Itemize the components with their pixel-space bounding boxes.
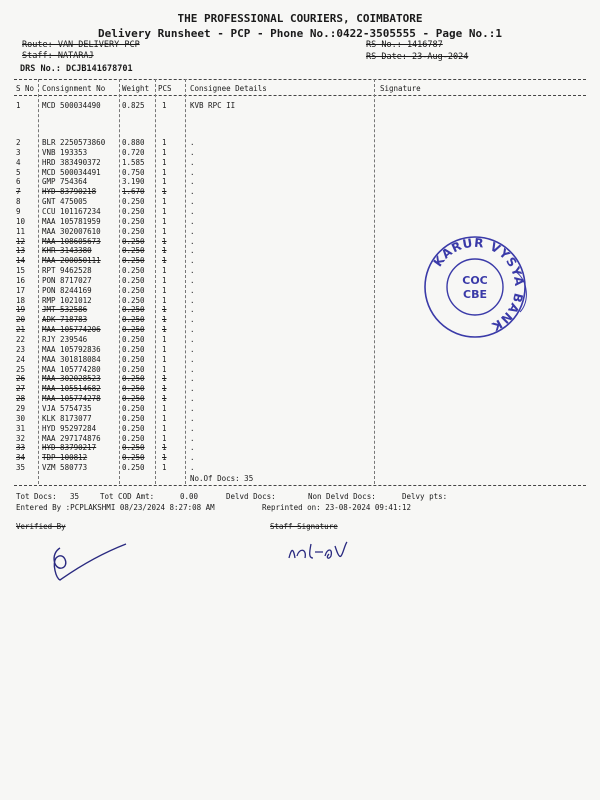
- row-consignment: MAA 200050111: [42, 256, 101, 266]
- row-pcs: 1: [162, 206, 167, 216]
- row-pcs: 1: [162, 394, 167, 404]
- row-consignment: MAA 105514682: [42, 384, 101, 394]
- row-sno: 35: [16, 463, 26, 473]
- row-pcs: 1: [162, 354, 167, 364]
- row-details: .: [190, 403, 195, 413]
- row-details: .: [190, 433, 195, 443]
- row-sno: 24: [16, 354, 26, 364]
- row-details: .: [190, 374, 195, 384]
- row-details: .: [190, 453, 195, 463]
- tot-cod-value: 0.00: [180, 492, 199, 501]
- row-sno: 33: [16, 443, 26, 453]
- row-details: .: [190, 443, 195, 453]
- row-sno: 27: [16, 384, 26, 394]
- row-sno: 30: [16, 413, 26, 423]
- table-bottom-rule: [14, 485, 586, 486]
- row-weight: 0.250: [122, 197, 145, 207]
- row-weight: 0.250: [122, 364, 145, 374]
- row-pcs: 1: [162, 423, 167, 433]
- delvd-docs-label: Delvd Docs:: [226, 492, 276, 501]
- row-details: .: [190, 463, 195, 473]
- col-header-consignment: Consignment No: [42, 84, 106, 93]
- row-pcs: 1: [162, 101, 167, 110]
- row-sno: 23: [16, 344, 26, 354]
- row-consignment: VJA 5754735: [42, 403, 92, 413]
- row-details: .: [190, 197, 195, 207]
- row-weight: 0.250: [122, 394, 145, 404]
- row-pcs: 1: [162, 384, 167, 394]
- row-weight: 0.250: [122, 295, 145, 305]
- row-weight: 0.250: [122, 335, 145, 344]
- row-consignment: MAA 105774278: [42, 394, 101, 404]
- row-pcs: 1: [162, 226, 167, 236]
- row-consignment: ADK 718783: [42, 315, 88, 325]
- row-consignment: MAA 105781959: [42, 216, 101, 226]
- bank-stamp: [420, 232, 530, 342]
- row-weight: 0.250: [122, 236, 145, 246]
- row-sno: 19: [16, 305, 26, 315]
- row-weight: 0.250: [122, 403, 145, 413]
- row-consignment: MAA 302028523: [42, 374, 101, 384]
- row-details: .: [190, 187, 195, 197]
- row-pcs: 1: [162, 325, 167, 335]
- row-pcs: 1: [162, 403, 167, 413]
- row-pcs: 1: [162, 138, 167, 147]
- row-consignment: RJY 239546: [42, 335, 88, 344]
- row-details: .: [190, 295, 195, 305]
- row-details: .: [190, 354, 195, 364]
- row-pcs: 1: [162, 157, 167, 167]
- row-consignment: HYD 83790217: [42, 443, 97, 453]
- row-sno: 1: [16, 101, 21, 110]
- row-details: .: [190, 315, 195, 325]
- row-sno: 31: [16, 423, 26, 433]
- row-weight: 0.250: [122, 344, 145, 354]
- row-sno: 28: [16, 394, 26, 404]
- row-sno: 6: [16, 177, 21, 187]
- row-sno: 9: [16, 206, 21, 216]
- row-pcs: 1: [162, 147, 167, 157]
- row-pcs: 1: [162, 364, 167, 374]
- row-consignment: CCU 101167234: [42, 206, 101, 216]
- row-weight: 0.250: [122, 325, 145, 335]
- row-consignment: MAA 297174876: [42, 433, 101, 443]
- row-weight: 0.250: [122, 275, 145, 285]
- row-details: .: [190, 423, 195, 433]
- row-consignment: KHR 3143380: [42, 246, 92, 256]
- row-details: .: [190, 157, 195, 167]
- row-consignment: MCD 500034490: [42, 101, 101, 110]
- row-details: .: [190, 167, 195, 177]
- row-weight: 0.250: [122, 256, 145, 266]
- row-sno: 29: [16, 403, 26, 413]
- row-pcs: 1: [162, 236, 167, 246]
- row-sno: 32: [16, 433, 26, 443]
- row-consignment: BLR 2250573860: [42, 138, 106, 147]
- company-title: THE PROFESSIONAL COURIERS, COIMBATORE: [177, 12, 423, 25]
- row-weight: 0.250: [122, 305, 145, 315]
- row-weight: 0.250: [122, 206, 145, 216]
- row-weight: 0.250: [122, 266, 145, 276]
- stamp-cbe: CBE: [463, 288, 487, 301]
- tot-cod-label: Tot COD Amt:: [100, 492, 155, 501]
- row-details: .: [190, 344, 195, 354]
- row-pcs: 1: [162, 216, 167, 226]
- route-label: Route: VAN DELIVERY PCP: [22, 40, 140, 50]
- row-weight: 0.825: [122, 101, 145, 110]
- row-weight: 0.750: [122, 167, 145, 177]
- staff-label: Staff: NATARAJ: [22, 51, 94, 61]
- row-weight: 0.250: [122, 285, 145, 295]
- row-sno: 22: [16, 335, 26, 344]
- col-header-consignee: Consignee Details: [190, 84, 267, 93]
- row-consignment: GMP 754364: [42, 177, 88, 187]
- row-pcs: 1: [162, 443, 167, 453]
- row-weight: 0.880: [122, 138, 145, 147]
- row-weight: 0.250: [122, 384, 145, 394]
- row-weight: 0.250: [122, 443, 145, 453]
- row-details: .: [190, 177, 195, 187]
- row-weight: 0.250: [122, 354, 145, 364]
- row-sno: 14: [16, 256, 26, 266]
- row-weight: 0.250: [122, 374, 145, 384]
- tot-docs-label: Tot Docs:: [16, 492, 57, 501]
- row-consignment: VZM 580773: [42, 463, 88, 473]
- staff-signature-label: Staff Signature: [270, 522, 338, 531]
- row-pcs: 1: [162, 413, 167, 423]
- row-sno: 21: [16, 325, 26, 335]
- row-weight: 0.250: [122, 453, 145, 463]
- row-details: .: [190, 256, 195, 266]
- rs-date: RS Date: 23-Aug-2024: [366, 52, 469, 62]
- row-details: .: [190, 325, 195, 335]
- row-sno: 25: [16, 364, 26, 374]
- non-delvd-docs-label: Non Delvd Docs:: [308, 492, 376, 501]
- row-pcs: 1: [162, 275, 167, 285]
- col-header-signature: Signature: [380, 84, 421, 93]
- row-weight: 0.720: [122, 147, 145, 157]
- row-pcs: 1: [162, 167, 167, 177]
- row-consignment: RMP 1021012: [42, 295, 92, 305]
- row-pcs: 1: [162, 187, 167, 197]
- row-details: .: [190, 394, 195, 404]
- row-weight: 0.250: [122, 433, 145, 443]
- drs-number: DRS No.: DCJB141678701: [20, 64, 133, 74]
- row-sno: 34: [16, 453, 26, 463]
- row-consignment: HYD 83790218: [42, 187, 97, 197]
- row-weight: 0.250: [122, 413, 145, 423]
- row-details: .: [190, 266, 195, 276]
- row-sno: 15: [16, 266, 26, 276]
- row-details: KVB RPC II: [190, 101, 236, 110]
- row-consignment: KLK 8173077: [42, 413, 92, 423]
- stamp-coc: COC: [462, 274, 488, 287]
- row-weight: 0.250: [122, 226, 145, 236]
- row-sno: 13: [16, 246, 26, 256]
- row-sno: 10: [16, 216, 26, 226]
- stamp-outer-text: KARUR VYSYA BANK: [430, 235, 527, 334]
- row-weight: 0.250: [122, 246, 145, 256]
- row-details: .: [190, 206, 195, 216]
- row-sno: 16: [16, 275, 26, 285]
- delvy-pts-label: Delvy pts:: [402, 492, 448, 501]
- col-header-sno: S No: [16, 84, 35, 93]
- row-consignment: TDP 100812: [42, 453, 88, 463]
- row-pcs: 1: [162, 433, 167, 443]
- row-sno: 17: [16, 285, 26, 295]
- row-consignment: PON 8717027: [42, 275, 92, 285]
- row-weight: 3.190: [122, 177, 145, 187]
- row-sno: 5: [16, 167, 21, 177]
- row-details: .: [190, 364, 195, 374]
- verified-by-label: Verified By: [16, 522, 66, 531]
- table-top-rule: [14, 79, 586, 80]
- row-details: .: [190, 413, 195, 423]
- col-header-pcs: PCS: [158, 84, 172, 93]
- entered-by: Entered By :PCPLAKSHMI 08/23/2024 8:27:08 AM: [16, 503, 215, 512]
- row-pcs: 1: [162, 256, 167, 266]
- row-details: .: [190, 246, 195, 256]
- row-weight: 0.250: [122, 315, 145, 325]
- row-weight: 1.670: [122, 187, 145, 197]
- rs-number: RS No.: 1416787: [366, 40, 443, 50]
- row-consignment: JMT 532586: [42, 305, 88, 315]
- row-sno: 18: [16, 295, 26, 305]
- col-divider: [374, 79, 375, 484]
- row-pcs: 1: [162, 246, 167, 256]
- row-weight: 0.250: [122, 423, 145, 433]
- row-details: .: [190, 138, 195, 147]
- staff-signature: [285, 536, 355, 566]
- row-pcs: 1: [162, 285, 167, 295]
- col-divider: [185, 79, 186, 484]
- row-pcs: 1: [162, 305, 167, 315]
- row-details: .: [190, 236, 195, 246]
- row-sno: 4: [16, 157, 21, 167]
- header-bottom-rule: [14, 95, 586, 96]
- row-consignment: MAA 301818084: [42, 354, 101, 364]
- row-sno: 3: [16, 147, 21, 157]
- row-pcs: 1: [162, 374, 167, 384]
- row-pcs: 1: [162, 295, 167, 305]
- verifier-signature: [30, 540, 140, 585]
- row-weight: 0.250: [122, 463, 145, 473]
- row-details: .: [190, 216, 195, 226]
- row-weight: 1.585: [122, 157, 145, 167]
- no-of-docs: No.Of Docs: 35: [190, 474, 254, 483]
- row-consignment: HYD 95297284: [42, 423, 97, 433]
- row-details: .: [190, 147, 195, 157]
- row-weight: 0.250: [122, 216, 145, 226]
- runsheet-subtitle: Delivery Runsheet - PCP - Phone No.:0422-3505555 - Page No.:1: [98, 27, 502, 40]
- row-pcs: 1: [162, 177, 167, 187]
- row-consignment: VNB 193353: [42, 147, 88, 157]
- row-pcs: 1: [162, 266, 167, 276]
- row-sno: 12: [16, 236, 26, 246]
- row-sno: 2: [16, 138, 21, 147]
- row-sno: 7: [16, 187, 21, 197]
- row-consignment: RPT 9462528: [42, 266, 92, 276]
- reprinted-on: Reprinted on: 23-08-2024 09:41:12: [262, 503, 412, 512]
- row-pcs: 1: [162, 315, 167, 325]
- row-consignment: MAA 105774206: [42, 325, 101, 335]
- col-header-weight: Weight: [122, 84, 150, 93]
- row-details: .: [190, 384, 195, 394]
- row-sno: 8: [16, 197, 21, 207]
- row-consignment: HRD 383490372: [42, 157, 101, 167]
- tot-docs-value: 35: [70, 492, 80, 501]
- col-divider: [119, 79, 120, 484]
- row-details: .: [190, 275, 195, 285]
- row-consignment: MAA 302007610: [42, 226, 101, 236]
- row-sno: 20: [16, 315, 26, 325]
- row-pcs: 1: [162, 335, 167, 344]
- row-consignment: GNT 475005: [42, 197, 88, 207]
- row-consignment: MAA 105792836: [42, 344, 101, 354]
- row-pcs: 1: [162, 453, 167, 463]
- row-details: .: [190, 305, 195, 315]
- row-consignment: MCD 500034491: [42, 167, 101, 177]
- row-pcs: 1: [162, 197, 167, 207]
- row-pcs: 1: [162, 463, 167, 473]
- row-consignment: MAA 108605673: [42, 236, 101, 246]
- row-sno: 11: [16, 226, 26, 236]
- row-details: .: [190, 335, 195, 344]
- row-details: .: [190, 226, 195, 236]
- row-consignment: MAA 105774280: [42, 364, 101, 374]
- row-pcs: 1: [162, 344, 167, 354]
- row-sno: 26: [16, 374, 26, 384]
- row-consignment: PON 8244169: [42, 285, 92, 295]
- col-divider: [155, 79, 156, 484]
- row-details: .: [190, 285, 195, 295]
- col-divider: [38, 79, 39, 484]
